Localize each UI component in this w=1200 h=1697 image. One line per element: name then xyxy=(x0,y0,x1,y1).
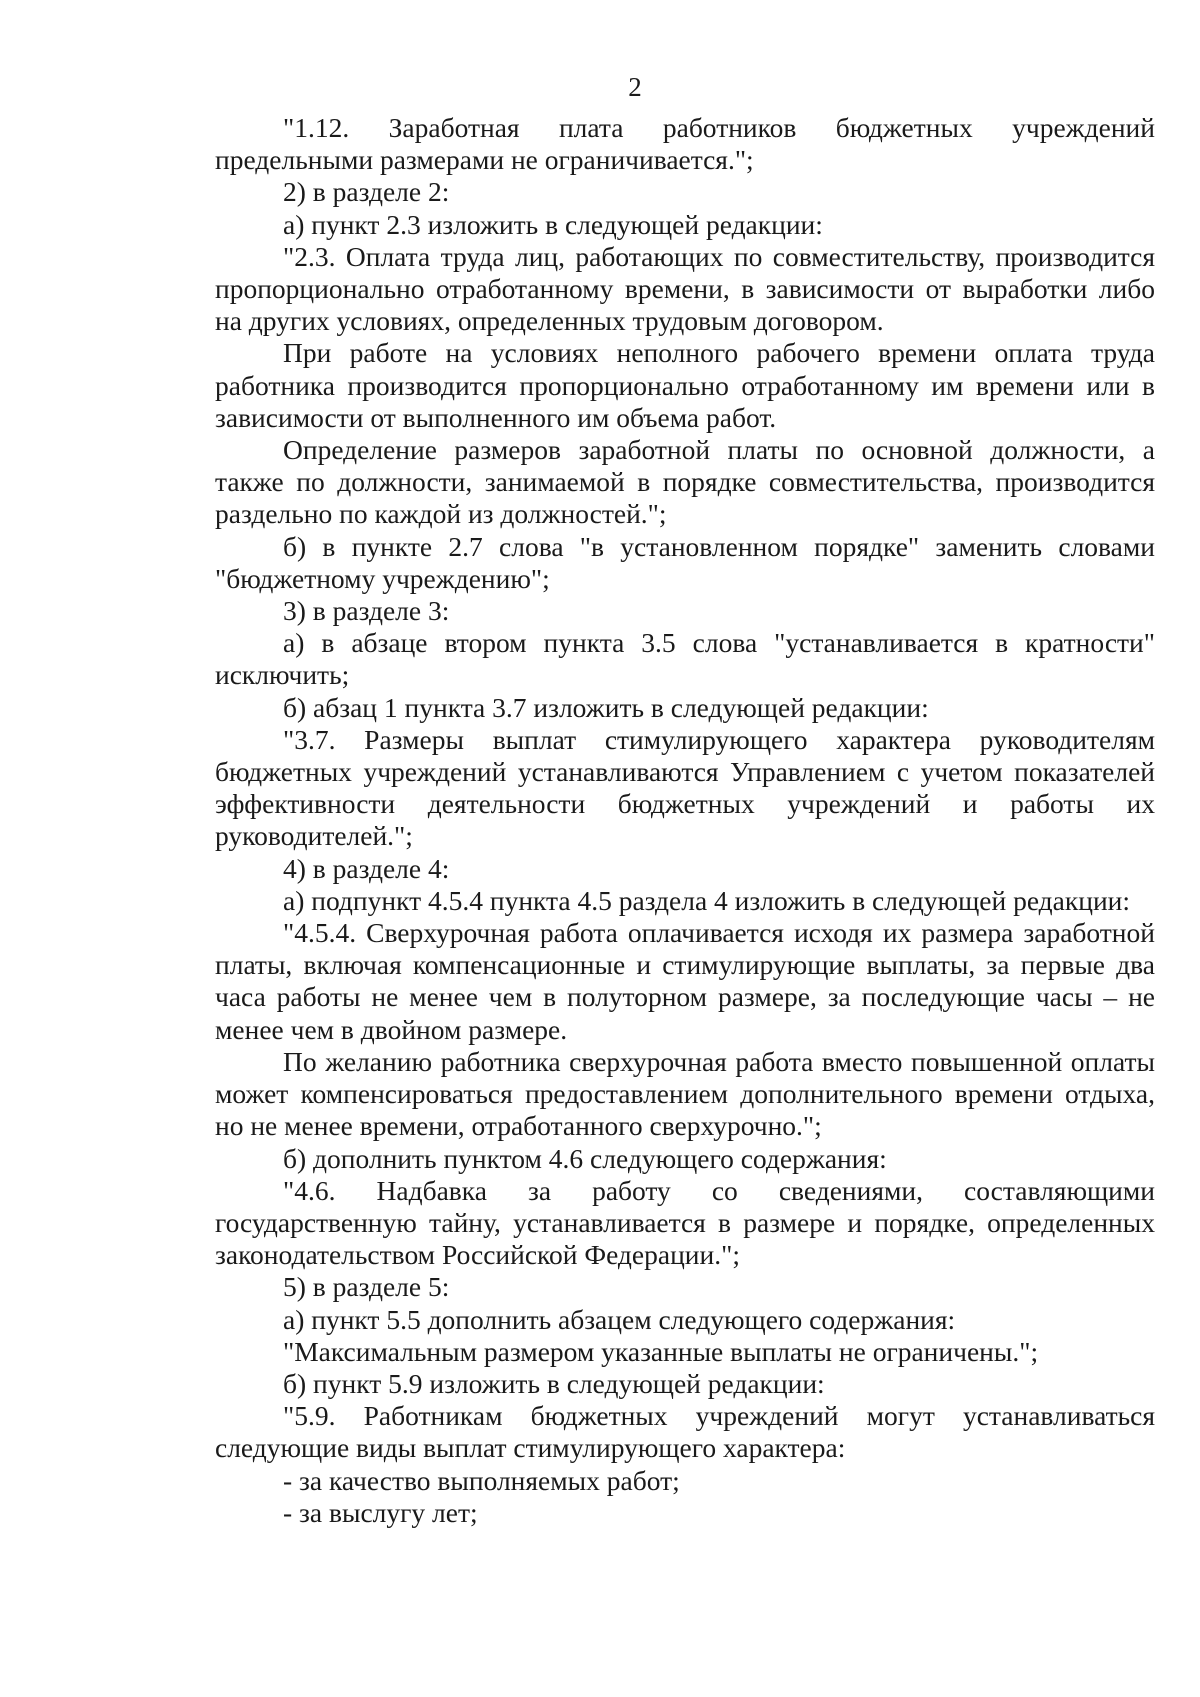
page-number: 2 xyxy=(628,72,642,102)
paragraph-3a: а) в абзаце втором пункта 3.5 слова "устанавливается в кратности" исключить; xyxy=(215,627,1155,691)
list-item-seniority: - за выслугу лет; xyxy=(283,1496,478,1528)
paragraph-2-3: "2.3. Оплата труда лиц, работающих по совместительству, производится пропорционально отработанному времени, в зависимости от выработки либо на других условиях, определенных трудовым договором. xyxy=(215,240,1155,337)
paragraph-5a: а) пункт 5.5 дополнить абзацем следующего содержания: xyxy=(283,1303,956,1335)
paragraph-section-4: 4) в разделе 4: xyxy=(283,852,450,884)
paragraph-1-12: "1.12. Заработная плата работников бюджетных учреждений предельными размерами не ограничивается."; xyxy=(215,112,1155,176)
paragraph-4b: б) дополнить пунктом 4.6 следующего содержания: xyxy=(283,1142,887,1174)
paragraph-4a: а) подпункт 4.5.4 пункта 4.5 раздела 4 изложить в следующей редакции: xyxy=(283,884,1131,916)
paragraph-overtime-compensation: По желанию работника сверхурочная работа вместо повышенной оплаты может компенсироваться предоставлением дополнительного времени отдыха, но не менее времени, отработанного сверхурочно."; xyxy=(215,1045,1155,1142)
paragraph-salary-determination: Определение размеров заработной платы по основной должности, а также по должности, занимаемой в порядке совместительства, производится раздельно по каждой из должностей."; xyxy=(215,434,1155,530)
paragraph-2b: б) в пункте 2.7 слова "в установленном порядке" заменить словами "бюджетному учреждению"; xyxy=(215,530,1155,594)
paragraph-5-9: "5.9. Работникам бюджетных учреждений могут устанавливаться следующие виды выплат стимулирующего характера: xyxy=(215,1400,1155,1464)
paragraph-max-size: "Максимальным размером указанные выплаты не ограничены."; xyxy=(283,1335,1039,1367)
paragraph-4-5-4: "4.5.4. Сверхурочная работа оплачивается исходя их размера заработной платы, включая компенсационные и стимулирующие выплаты, за первые два часа работы не менее чем в полуторном размере, за последующие часы – не менее чем в двойном размере. xyxy=(215,917,1155,1045)
paragraph-section-5: 5) в разделе 5: xyxy=(283,1271,450,1303)
paragraph-part-time: При работе на условиях неполного рабочего времени оплата труда работника производится пропорционально отработанному им времени или в зависимости от выполненного им объема работ. xyxy=(215,337,1155,433)
paragraph-4-6: "4.6. Надбавка за работу со сведениями, составляющими государственную тайну, устанавливается в размере и порядке, определенных законодательством Российской Федерации."; xyxy=(215,1174,1155,1271)
paragraph-2a: а) пункт 2.3 изложить в следующей редакции: xyxy=(283,208,823,240)
paragraph-section-3: 3) в разделе 3: xyxy=(283,595,450,627)
paragraph-3-7: "3.7. Размеры выплат стимулирующего характера руководителям бюджетных учреждений устанавливаются Управлением с учетом показателей эффективности деятельности бюджетных учреждений и работы их руководителей."; xyxy=(215,723,1155,852)
paragraph-3b: б) абзац 1 пункта 3.7 изложить в следующей редакции: xyxy=(283,691,929,723)
paragraph-section-2: 2) в разделе 2: xyxy=(283,176,450,208)
document-body xyxy=(215,112,1155,1529)
list-item-quality: - за качество выполняемых работ; xyxy=(283,1464,680,1496)
paragraph-5b: б) пункт 5.9 изложить в следующей редакции: xyxy=(283,1367,825,1399)
